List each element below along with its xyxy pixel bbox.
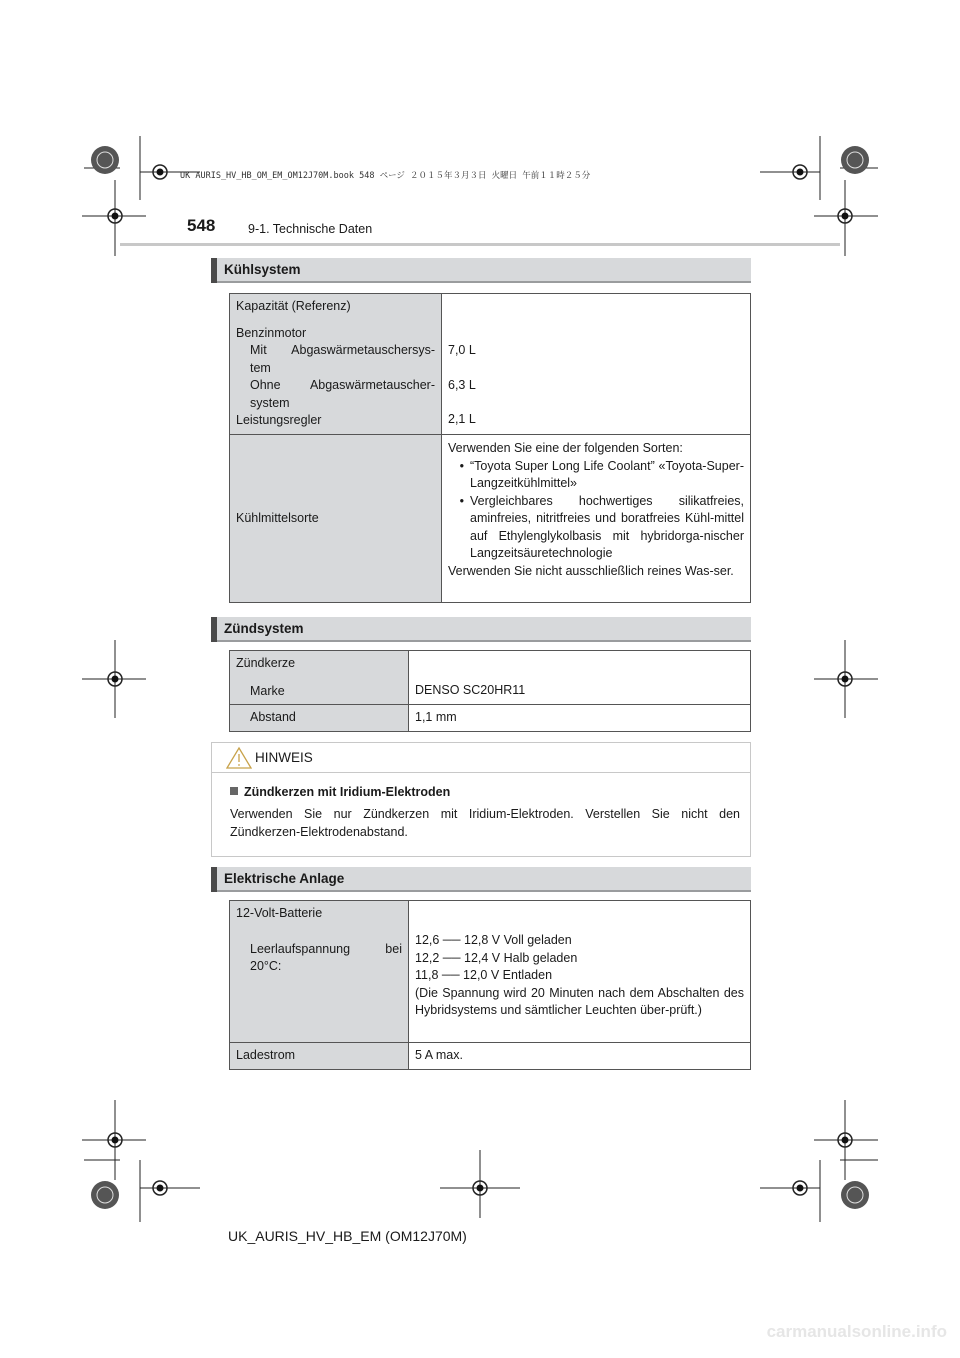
without-recirc-label-cont: system: [250, 395, 290, 410]
section-heading-bar: [211, 258, 217, 283]
capacity-without-value: 6,3 L: [448, 377, 476, 392]
print-info: UK AURIS_HV_HB_OM_EM_OM12J70M.book 548 ページ ２０１５年３月３日 火曜日 午前１１時２５分: [180, 171, 591, 181]
section-heading-elektrik: [211, 867, 751, 892]
voltage-half: 12,2 ── 12,4 V Halb geladen: [415, 950, 578, 965]
voltage-note: (Die Spannung wird 20 Minuten nach dem Abschalten des Hybridsystems und sämtlicher Leuchten über-prüft.): [415, 985, 744, 1017]
spark-plug-label-cell: [230, 651, 409, 705]
section-title: Zündsystem: [224, 621, 304, 636]
section-heading-bar: [211, 617, 217, 642]
charge-value-cell: [409, 1043, 751, 1070]
notice-title: HINWEIS: [255, 750, 313, 765]
coolant-outro: Verwenden Sie nicht ausschließlich reines Was-ser.: [448, 563, 734, 578]
capacity-heading: Kapazität (Referenz): [236, 299, 351, 313]
section-heading-zuendsystem: [211, 617, 751, 642]
gap-label: Abstand: [250, 710, 296, 724]
section-path: 9-1. Technische Daten: [248, 222, 373, 236]
header-divider: [120, 243, 840, 246]
notice-subtitle: Zündkerzen mit Iridium-Elektroden: [230, 785, 450, 799]
spark-plug-value-cell: [409, 651, 751, 705]
coolant-bullet-1: “Toyota Super Long Life Coolant” «Toyota-Super-Langzeitkühlmittel»: [470, 458, 744, 490]
capacity-value-cell: [442, 294, 751, 435]
voltage-full: 12,6 ── 12,8 V Voll geladen: [415, 933, 572, 947]
voltage-discharged: 11,8 ── 12,0 V Entladen: [415, 968, 553, 982]
coolant-intro: Verwenden Sie eine der folgenden Sorten:: [448, 441, 683, 455]
section-title: Kühlsystem: [224, 262, 301, 277]
spark-plug-label: Zündkerze: [236, 656, 296, 670]
gap-value: 1,1 mm: [415, 710, 457, 724]
cooling-table: [229, 293, 751, 603]
inverter-label: Leistungsregler: [236, 413, 322, 427]
page-number: 548: [187, 216, 216, 235]
gap-label-cell: [230, 705, 409, 732]
voltage-label: Leerlaufspannung bei 20°C:: [250, 941, 402, 973]
section-heading-bar: [211, 867, 217, 892]
coolant-label: Kühlmittelsorte: [236, 510, 319, 525]
brand-label: Marke: [250, 683, 285, 698]
without-recirc-label: Ohne Abgaswärmetauscher-: [250, 378, 435, 392]
watermark: carmanualsonline.info: [766, 1322, 947, 1341]
with-recirc-label-cont: tem: [250, 360, 271, 375]
capacity-inverter-value: 2,1 L: [448, 412, 476, 426]
section-heading-kuehlsystem: [211, 258, 751, 283]
square-bullet-icon: [230, 787, 238, 795]
with-recirc-label: Mit Abgaswärmetauschersys-: [250, 343, 435, 357]
coolant-label-cell: [230, 435, 442, 603]
electrical-table: [229, 900, 751, 1070]
charge-value: 5 A max.: [415, 1048, 463, 1062]
notice-box: [211, 742, 751, 857]
ignition-table: [229, 650, 751, 732]
capacity-label-cell: [230, 294, 442, 435]
brand-value: DENSO SC20HR11: [415, 683, 526, 697]
footer-doc-code: UK_AURIS_HV_HB_EM (OM12J70M): [228, 1228, 467, 1244]
notice-header: [212, 743, 750, 773]
engine-label: Benzinmotor: [236, 325, 307, 340]
notice-body: Verwenden Sie nur Zündkerzen mit Iridium-Elektroden. Verstellen Sie nicht den Zündkerzen-Elektrodenabstand.: [230, 807, 740, 839]
warning-icon: [226, 746, 252, 770]
section-title: Elektrische Anlage: [224, 871, 345, 886]
capacity-with-value: 7,0 L: [448, 343, 476, 357]
gap-value-cell: [409, 705, 751, 732]
battery-label-cell: [230, 901, 409, 1043]
charge-label: Ladestrom: [236, 1048, 296, 1062]
battery-value-cell: [409, 901, 751, 1043]
battery-label: 12-Volt-Batterie: [236, 906, 323, 920]
coolant-value-cell: Verwenden Sie eine der folgenden Sorten: • “Toyota Super Long Life Coolant” «Toyota-Super-Langzeitkühlmittel» • Vergleichbares hochwertiges silikatfreies, aminfreies, nitritfreies und boratfreies Kühl-mittel auf Ethylenglykolbasis mit hybridorga-nischer Langzeitsäuretechnologie Verwenden Sie nicht ausschließlich reines Was-ser.: [442, 435, 751, 603]
charge-label-cell: [230, 1043, 409, 1070]
coolant-bullet-2: Vergleichbares hochwertiges silikatfreies, aminfreies, nitritfreies und boratfreies Kühl-mittel auf Ethylenglykolbasis mit hybridorga-nischer Langzeitsäuretechnologie: [470, 493, 744, 560]
